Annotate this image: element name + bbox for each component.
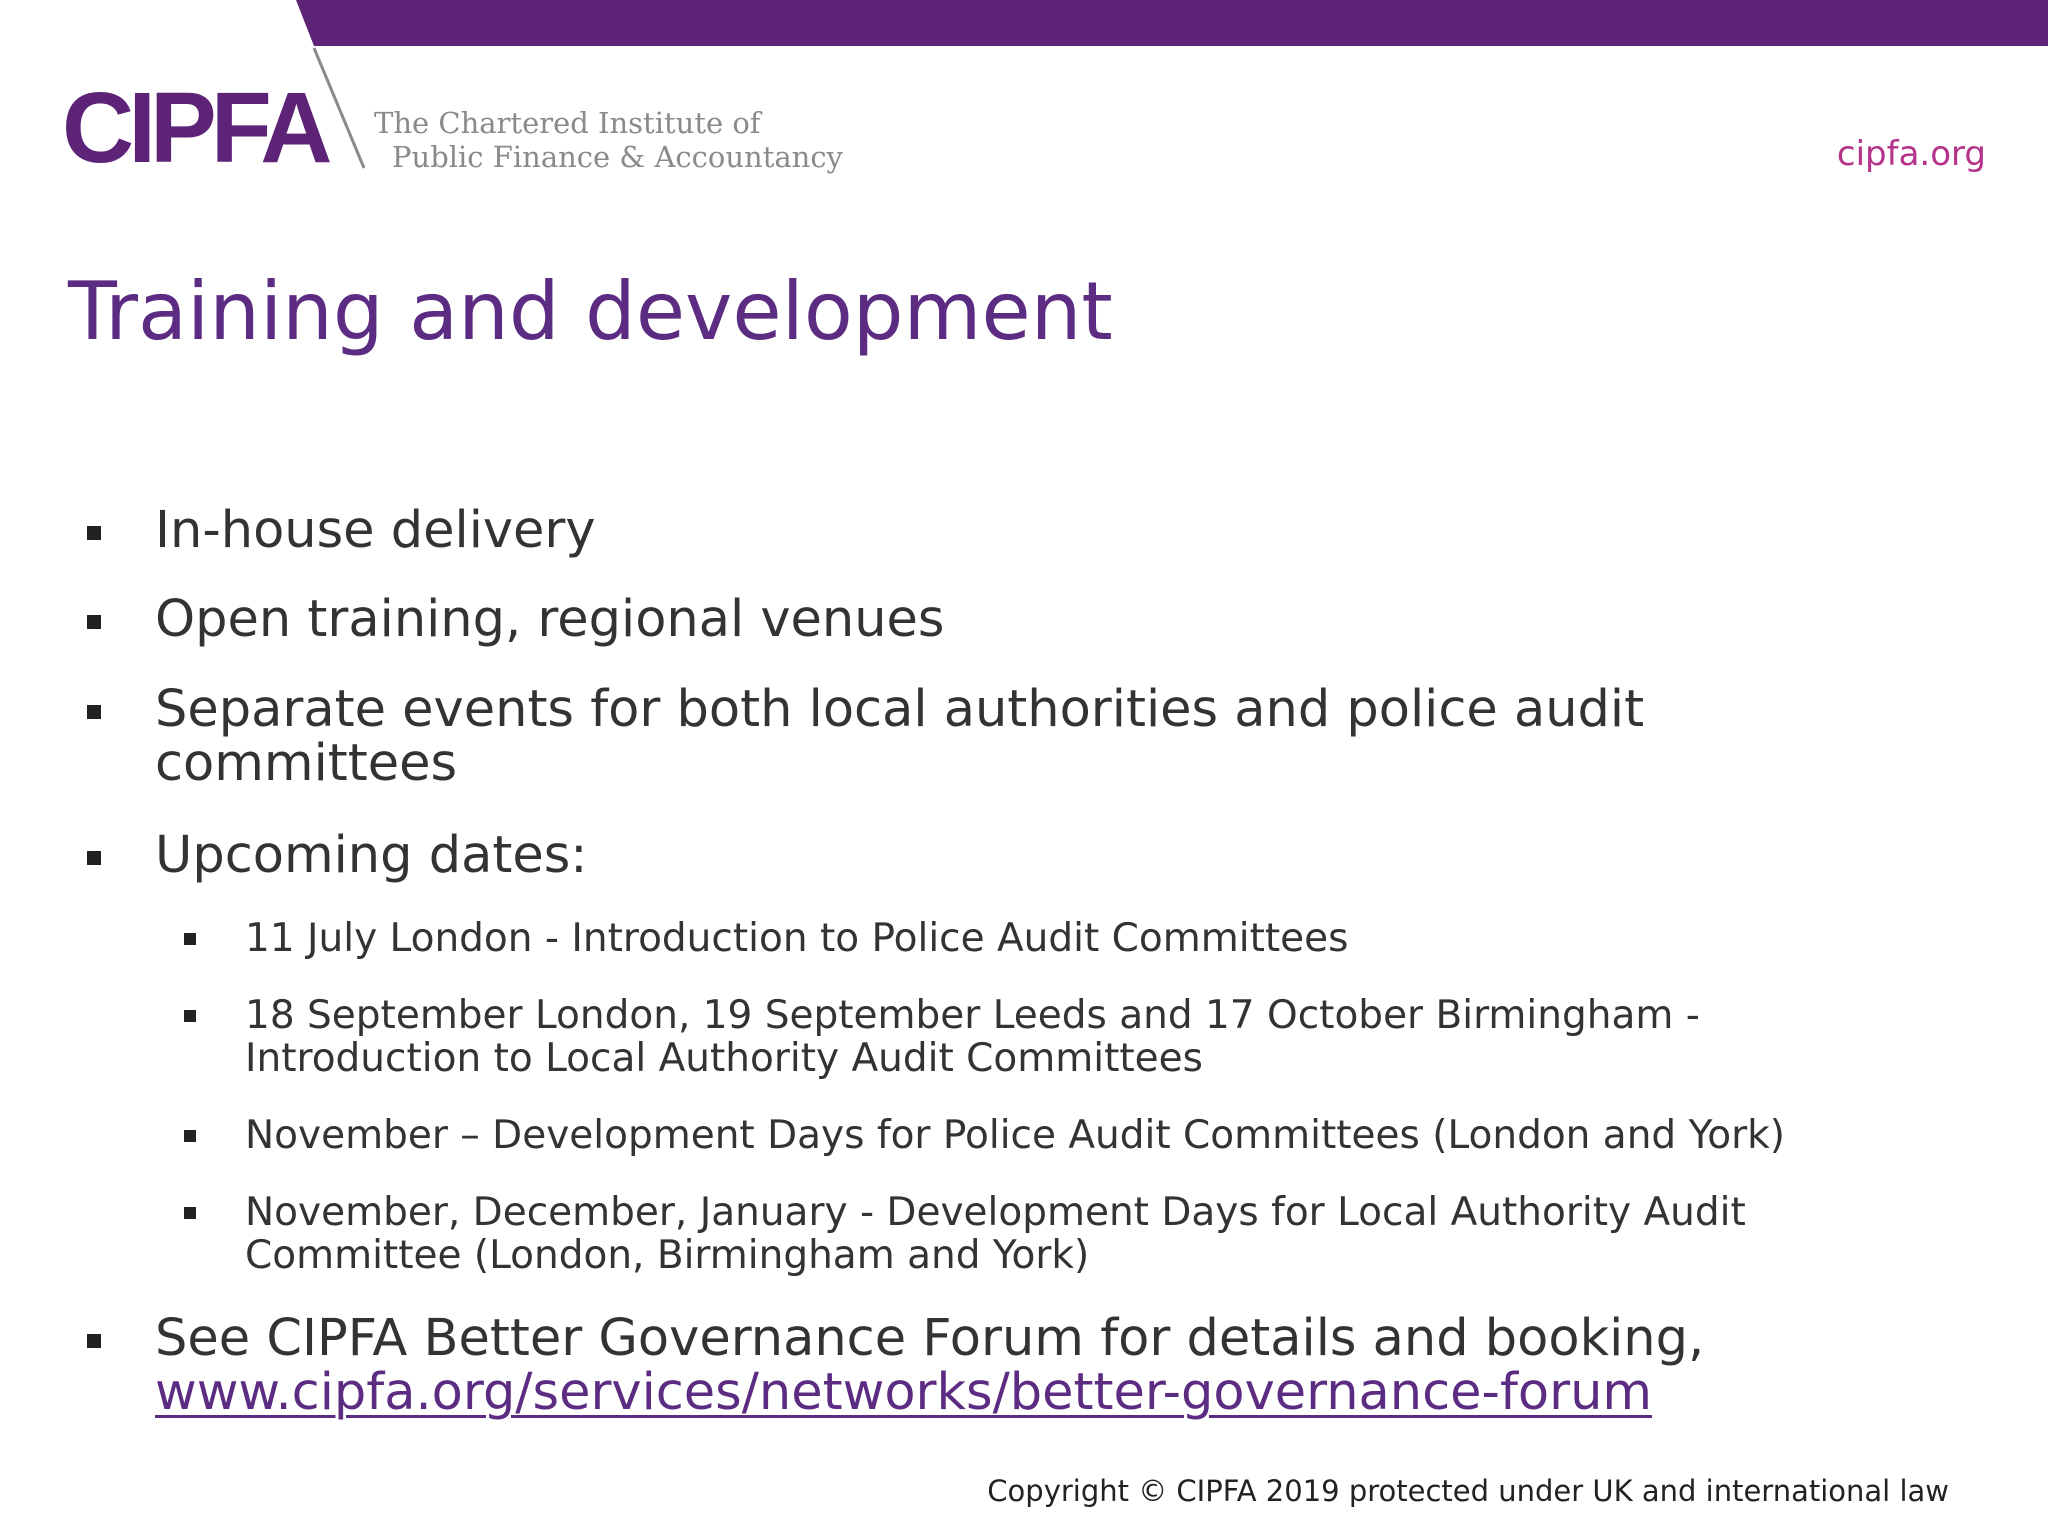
subbullet-september-october: [245, 994, 1785, 1080]
subbullet-nov-dec-jan: [245, 1191, 1825, 1277]
subbullet-november-police: [245, 1114, 1925, 1157]
better-governance-forum-link[interactable]: www.cipfa.org/services/networks/better-governance-forum: [155, 1363, 1653, 1422]
subbullet-text: November – Development Days for Police Audit Committees (London and York): [245, 1113, 1785, 1158]
subbullet-marker: [184, 933, 196, 945]
subbullet-text: 11 July London - Introduction to Police Audit Committees: [245, 916, 1349, 961]
bullet-marker: [87, 851, 101, 865]
bullet-text: See CIPFA Better Governance Forum for details and booking,: [155, 1309, 1705, 1368]
subbullet-marker: [184, 1130, 196, 1142]
bullet-better-governance-forum: [155, 1309, 1835, 1422]
bullet-text: Open training, regional venues: [155, 590, 945, 649]
bullet-text: Separate events for both local authorities and police audit committees: [155, 680, 1645, 793]
org-name-line-1: The Chartered Institute of: [374, 106, 761, 140]
bullet-marker: [87, 1334, 101, 1348]
bullet-marker: [87, 615, 101, 629]
site-link[interactable]: cipfa.org: [1836, 134, 1986, 174]
top-purple-band: [0, 0, 2048, 48]
org-name: [374, 106, 843, 174]
bullet-marker: [87, 705, 101, 719]
subbullet-text: November, December, January - Development Days for Local Authority Audit Committee (London, Birmingham and York): [245, 1190, 1746, 1278]
bullet-text: In-house delivery: [155, 501, 596, 560]
org-name-line-2: Public Finance & Accountancy: [392, 140, 843, 174]
bullet-open-training: [155, 590, 1755, 649]
page-title: Training and development: [68, 265, 1113, 358]
subbullet-11-july: [245, 917, 1865, 960]
bullet-in-house: [155, 501, 1755, 560]
bullet-text: Upcoming dates:: [155, 826, 588, 885]
subbullet-marker: [184, 1207, 196, 1219]
bullet-upcoming-dates: [155, 826, 1755, 885]
bullet-marker: [87, 526, 101, 540]
logo-wordmark: CIPFA: [62, 72, 327, 184]
subbullet-text: 18 September London, 19 September Leeds and 17 October Birmingham - Introduction to Local Authority Audit Committees: [245, 993, 1700, 1081]
bullet-separate-events: [155, 680, 1725, 793]
copyright-notice: Copyright © CIPFA 2019 protected under UK and international law: [987, 1474, 1949, 1508]
top-purple-band-shape: [296, 0, 2048, 46]
logo-slash-line: [308, 44, 378, 174]
subbullet-marker: [184, 1010, 196, 1022]
